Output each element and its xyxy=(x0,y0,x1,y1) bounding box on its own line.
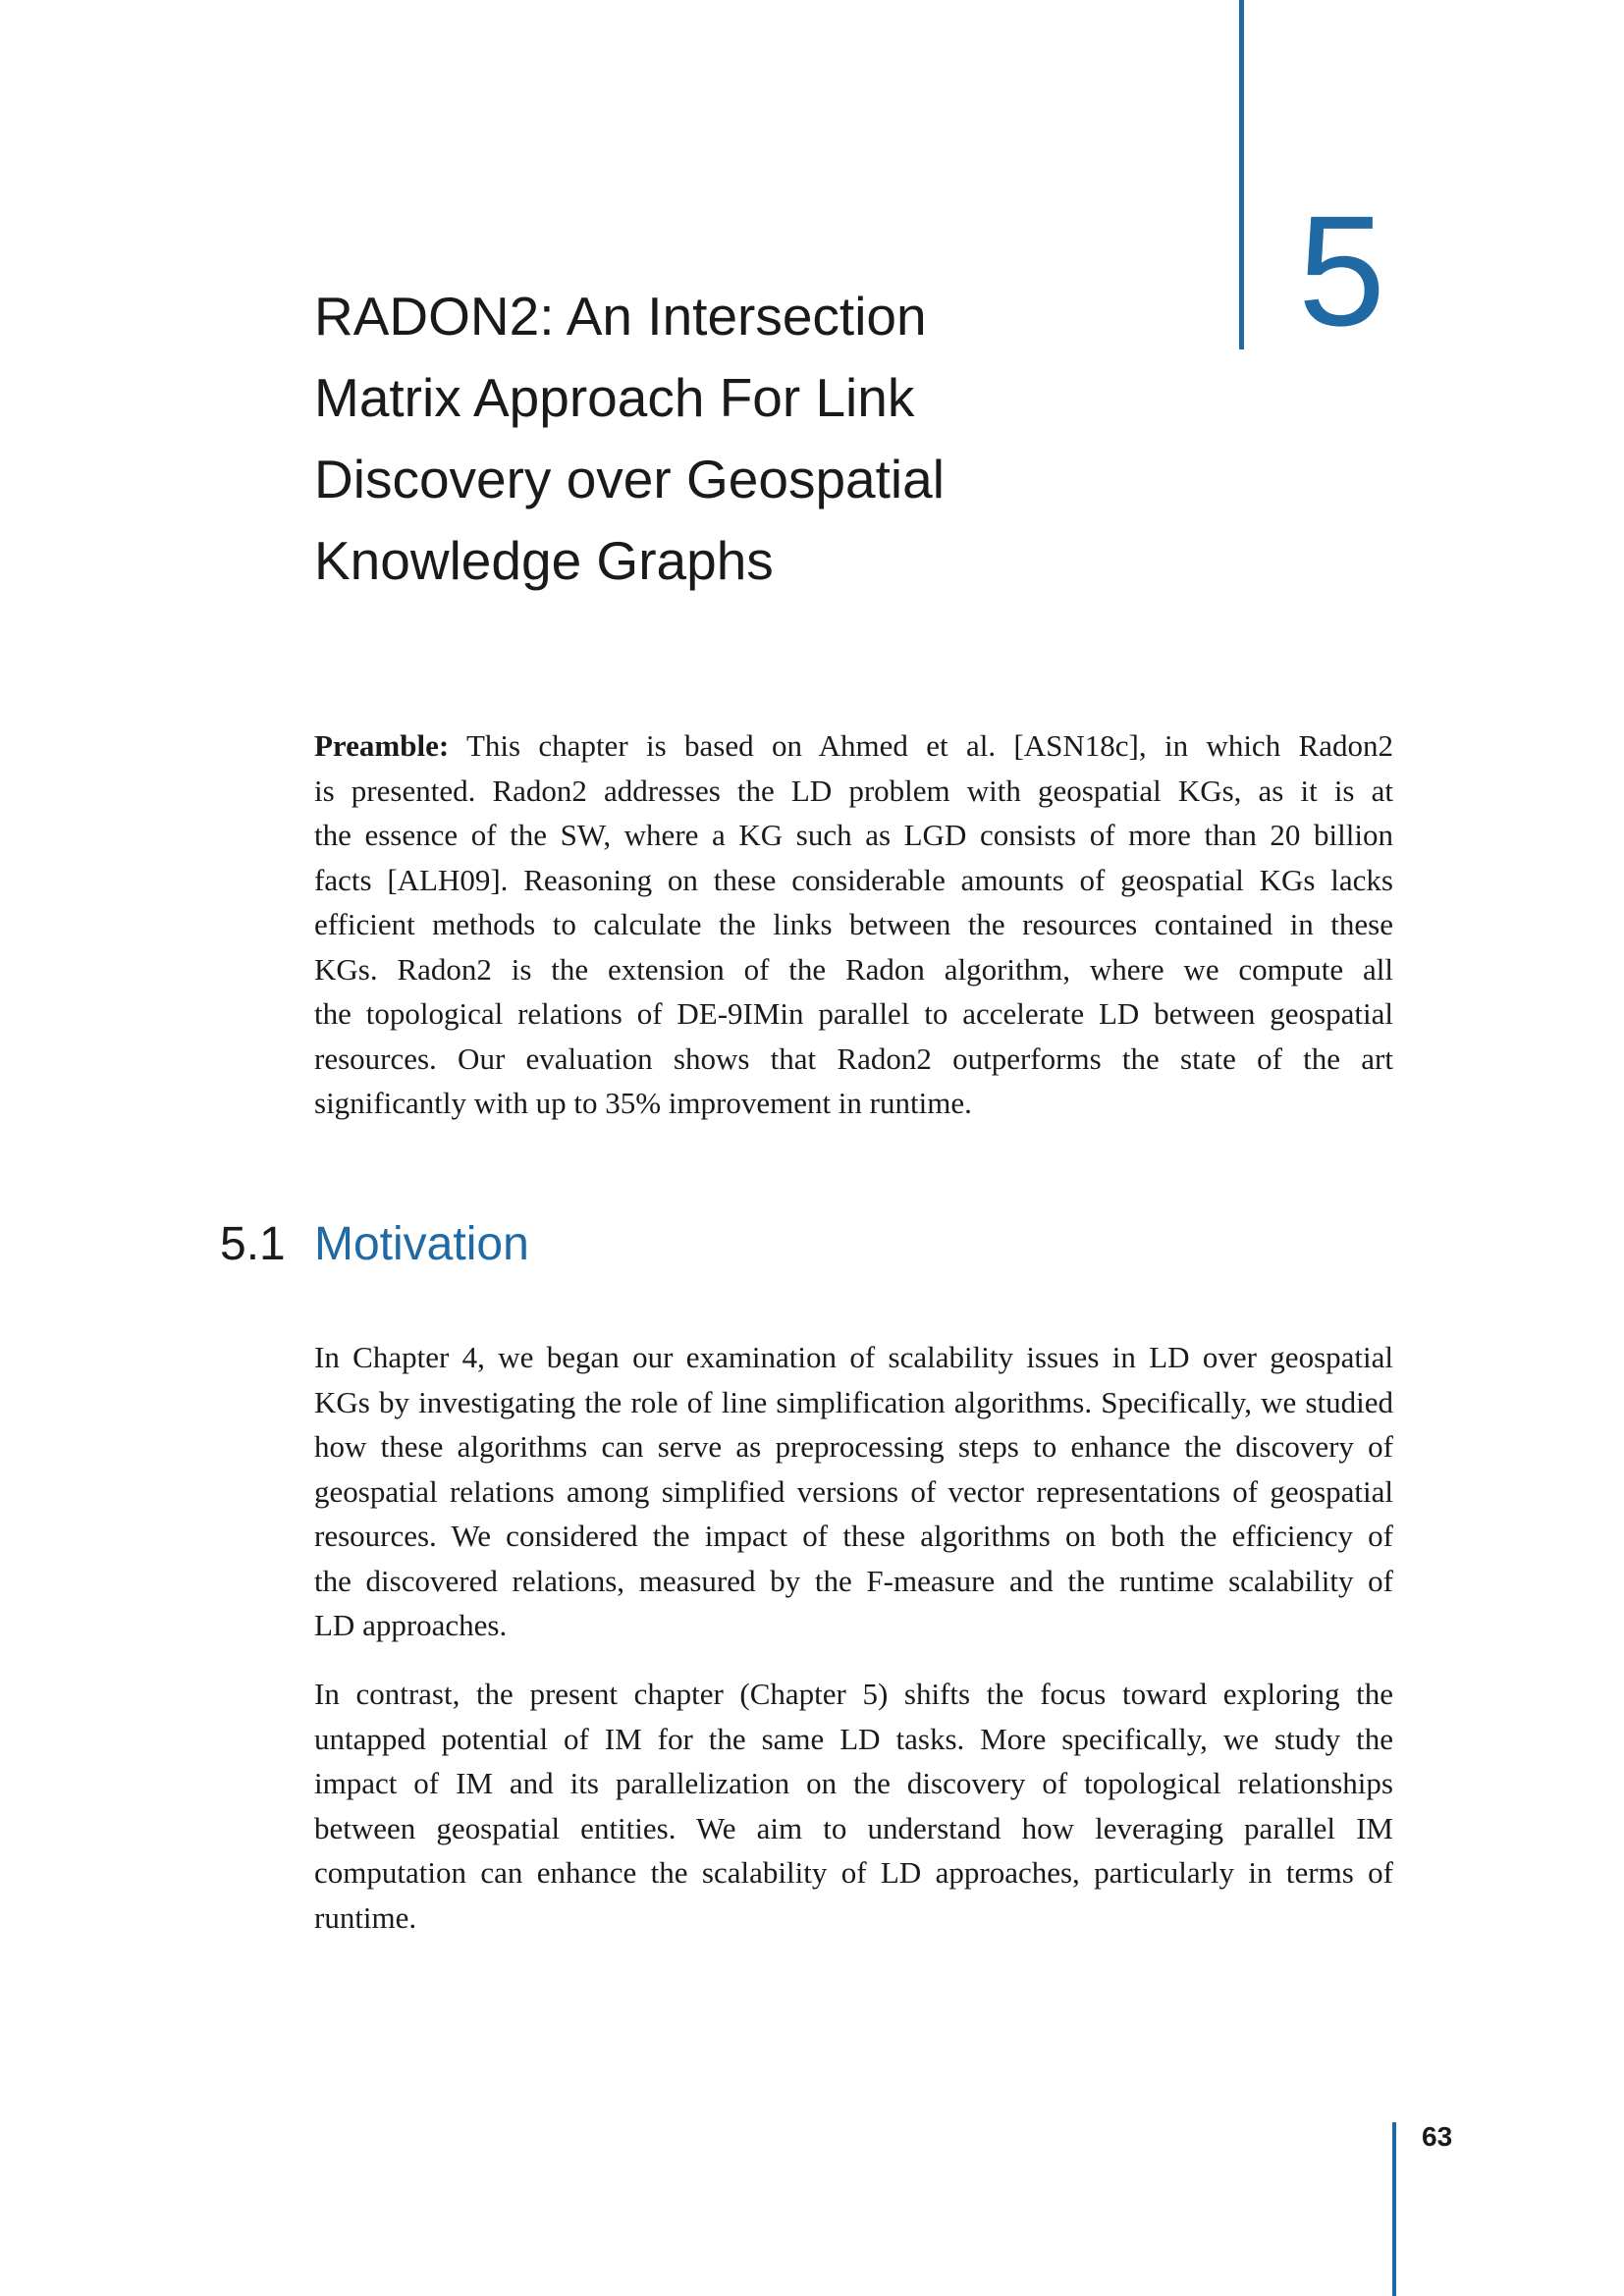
page-number: 63 xyxy=(1422,2121,1453,2152)
chapter-title-line: Discovery over Geospatial xyxy=(314,449,945,509)
preamble-line: resources. Our evaluation shows that Radon2 outperforms the state of the art xyxy=(314,1041,1393,1076)
paragraph-line: the discovered relations, measured by the F-measure and the runtime scalability of xyxy=(314,1563,1393,1598)
chapter-title-line: Knowledge Graphs xyxy=(314,530,774,591)
preamble-line: KGs. Radon2 is the extension of the Radon algorithm, where we compute all xyxy=(314,951,1393,987)
page-number-rule xyxy=(1392,2122,1396,2296)
section-title: Motivation xyxy=(314,1218,529,1270)
preamble-label: Preamble: xyxy=(314,728,450,763)
preamble-line: facts [ALH09]. Reasoning on these considerable amounts of geospatial KGs lacks xyxy=(314,862,1393,897)
paragraph-line: KGs by investigating the role of line simplification algorithms. Specifically, we studied xyxy=(314,1384,1393,1419)
paragraph-line: resources. We considered the impact of these algorithms on both the efficiency of xyxy=(314,1519,1393,1553)
preamble-line: efficient methods to calculate the links between the resources contained in these xyxy=(314,907,1393,941)
chapter-title-line: Matrix Approach For Link xyxy=(314,367,915,428)
chapter-title xyxy=(314,276,1198,602)
preamble-line: significantly with up to 35% improvement in runtime. xyxy=(314,1086,972,1120)
paragraph-2 xyxy=(314,1672,1393,1940)
section-number: 5.1 xyxy=(220,1218,286,1270)
paragraph-line: impact of IM and its parallelization on the discovery of topological relationships xyxy=(314,1766,1393,1800)
paragraph-line: LD approaches. xyxy=(314,1608,508,1642)
paragraph-line: untapped potential of IM for the same LD tasks. More specifically, we study the xyxy=(314,1721,1393,1756)
section-heading xyxy=(220,1217,529,1272)
paragraph-line: In contrast, the present chapter (Chapter 5) shifts the focus toward exploring the xyxy=(314,1677,1393,1711)
chapter-title-line: RADON2: An Intersection xyxy=(314,286,927,347)
chapter-rule xyxy=(1239,0,1244,349)
paragraph-line: In Chapter 4, we began our examination of scalability issues in LD over geospatial xyxy=(314,1340,1393,1374)
chapter-number: 5 xyxy=(1298,183,1385,358)
paragraph-line: runtime. xyxy=(314,1899,417,1935)
preamble-line: the topological relations of DE-9IMin parallel to accelerate LD between geospatial xyxy=(314,996,1393,1031)
preamble xyxy=(314,723,1393,1126)
paragraph-line: between geospatial entities. We aim to understand how leveraging parallel IM xyxy=(314,1810,1393,1845)
preamble-line xyxy=(314,723,1393,769)
preamble-line-text: This chapter is based on Ahmed et al. [ASN18c], in which Radon2 xyxy=(449,728,1393,763)
paragraph-line: computation can enhance the scalability of LD approaches, particularly in terms of xyxy=(314,1855,1393,1890)
paragraph-line: how these algorithms can serve as preprocessing steps to enhance the discovery of xyxy=(314,1429,1393,1464)
preamble-line: the essence of the SW, where a KG such as LGD consists of more than 20 billion xyxy=(314,818,1393,852)
paragraph-line: geospatial relations among simplified versions of vector representations of geospatial xyxy=(314,1473,1393,1509)
paragraph-1 xyxy=(314,1335,1393,1648)
preamble-line: is presented. Radon2 addresses the LD problem with geospatial KGs, as it is at xyxy=(314,773,1393,808)
